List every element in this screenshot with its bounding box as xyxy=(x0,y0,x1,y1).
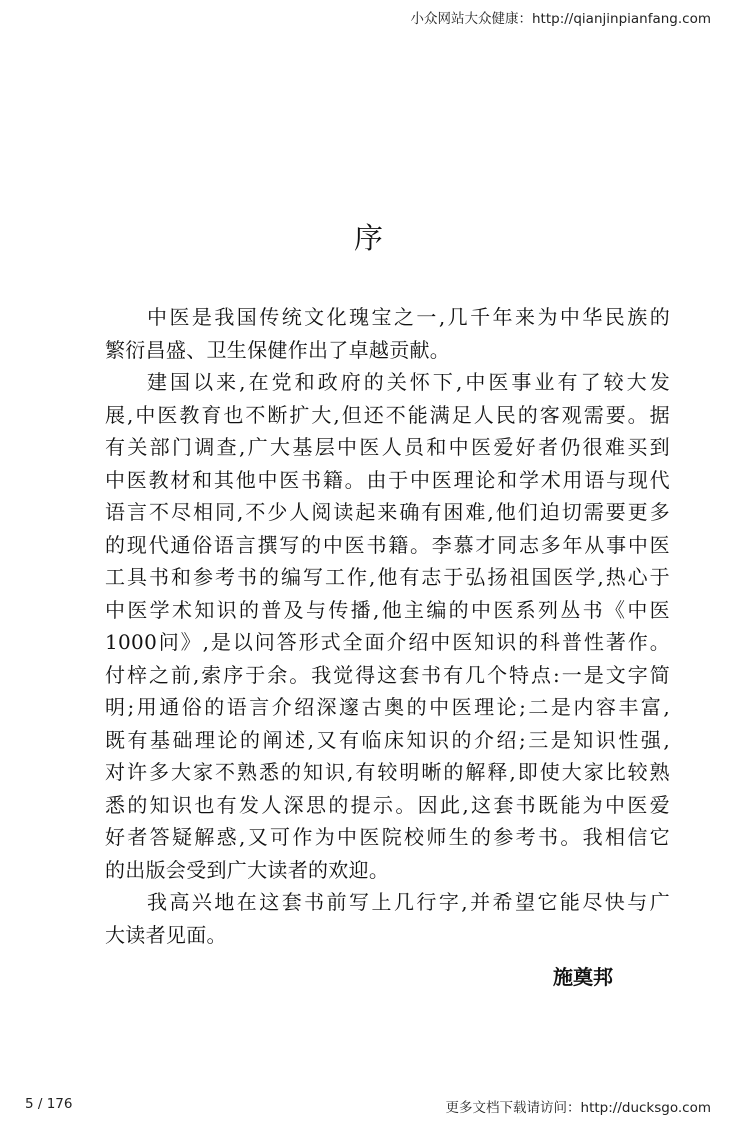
paragraph-line: 繁衍昌盛、卫生保健作出了卓越贡献。 xyxy=(105,337,451,362)
paragraph-line: 明;用通俗的语言介绍深邃古奥的中医理论;二是内容丰富, xyxy=(105,695,670,719)
paragraph-line: 工具书和参考书的编写工作,他有志于弘扬祖国医学,热心于 xyxy=(105,565,670,589)
paragraph-line: 我高兴地在这套书前写上几行字,并希望它能尽快与广 xyxy=(147,890,670,914)
paragraph-line: 展,中医教育也不断扩大,但还不能满足人民的客观需要。据 xyxy=(105,402,670,427)
paragraph-line: 对许多大家不熟悉的知识,有较明晰的解释,即使大家比较熟 xyxy=(105,760,670,784)
paragraph-line: 悉的知识也有发人深思的提示。因此,这套书既能为中医爱 xyxy=(105,792,670,817)
paragraph-line: 的出版会受到广大读者的欢迎。 xyxy=(105,857,390,882)
signature: 施奠邦 xyxy=(553,965,613,989)
paragraph-line: 中医学术知识的普及与传播,他主编的中医系列丛书《中医 xyxy=(105,597,670,622)
page-indicator: 5 / 176 xyxy=(25,1096,73,1112)
footer-download-link[interactable]: 更多文档下载请访问：http://ducksgo.com xyxy=(445,1100,711,1116)
paragraph-line: 好者答疑解惑,又可作为中医院校师生的参考书。我相信它 xyxy=(105,825,670,849)
paragraph-line: 语言不尽相同,不少人阅读起来确有困难,他们迫切需要更多 xyxy=(105,500,670,524)
preface-body xyxy=(105,301,670,951)
paragraph-line: 建国以来,在党和政府的关怀下,中医事业有了较大发 xyxy=(147,370,670,394)
paragraph-line: 1000问》,是以问答形式全面介绍中医知识的科普性著作。 xyxy=(105,630,670,654)
paragraph-line: 中医是我国传统文化瑰宝之一,几千年来为中华民族的 xyxy=(147,305,670,329)
paragraph-line: 付梓之前,索序于余。我觉得这套书有几个特点:一是文字简 xyxy=(105,662,670,687)
page-title: 序 xyxy=(353,221,383,255)
header-site-link[interactable]: 小众网站大众健康：http://qianjinpianfang.com xyxy=(410,11,711,27)
paragraph-line: 大读者见面。 xyxy=(105,922,227,947)
paragraph-line: 的现代通俗语言撰写的中医书籍。李慕才同志多年从事中医 xyxy=(105,532,670,557)
paragraph-line: 中医教材和其他中医书籍。由于中医理论和学术用语与现代 xyxy=(105,467,670,492)
paragraph-line: 有关部门调查,广大基层中医人员和中医爱好者仍很难买到 xyxy=(105,435,670,459)
paragraph-line: 既有基础理论的阐述,又有临床知识的介绍;三是知识性强, xyxy=(105,727,670,752)
